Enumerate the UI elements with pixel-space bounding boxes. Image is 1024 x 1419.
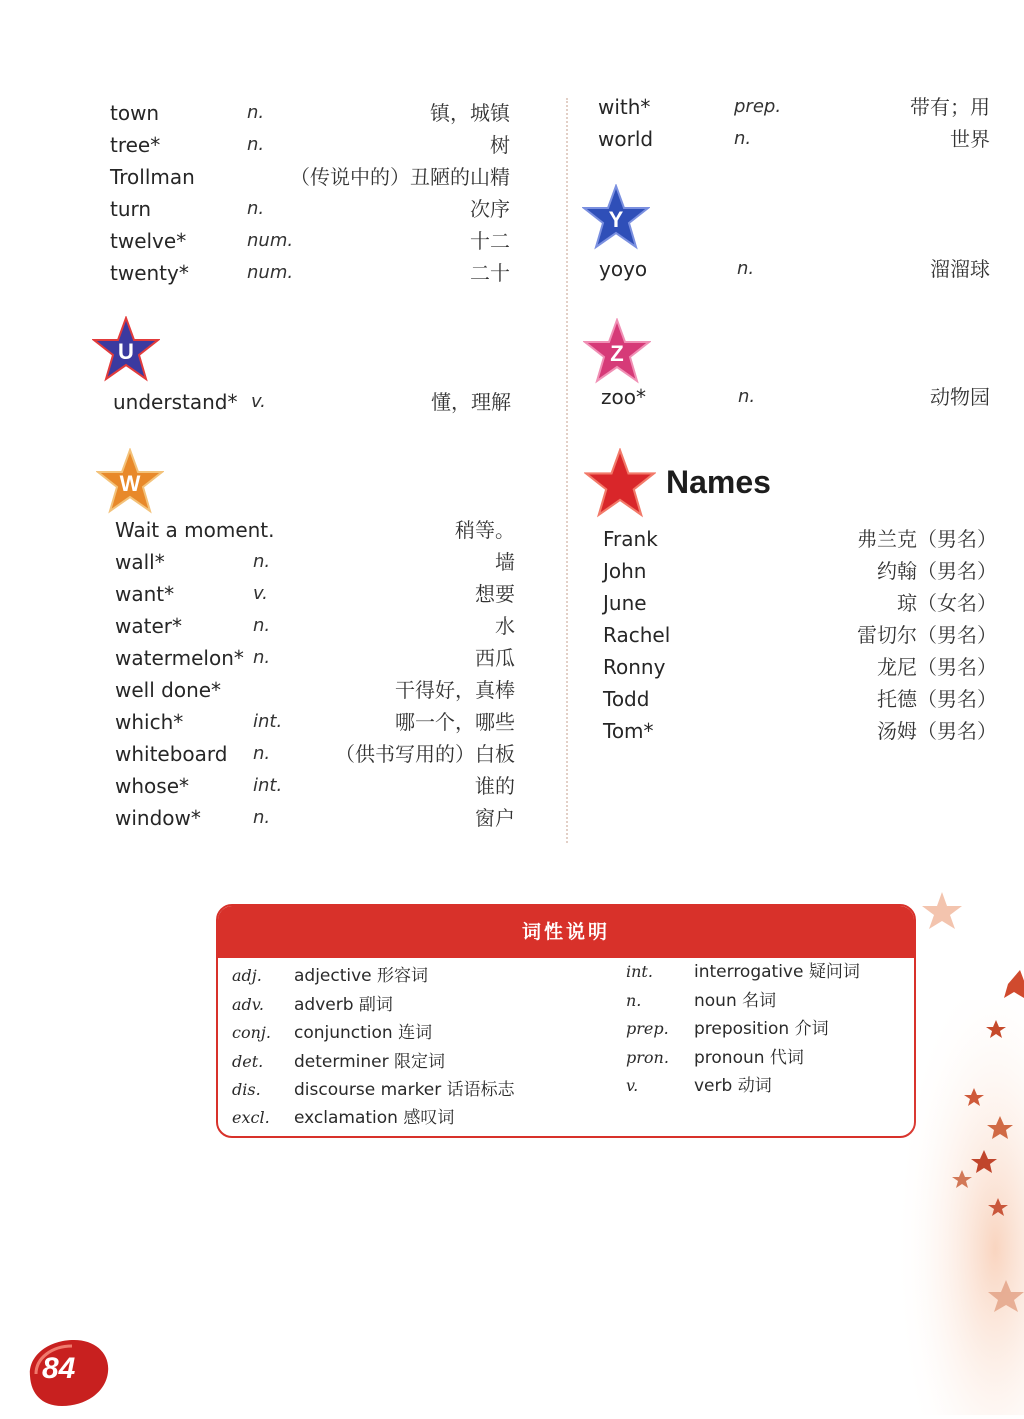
letter-z-star-icon: [583, 318, 651, 384]
legend-abbr: int.: [626, 962, 653, 981]
entry-translation: 谁的: [475, 774, 515, 798]
entry-pos: n.: [253, 551, 271, 572]
entry-translation: 水: [495, 614, 515, 638]
entry-pos: n.: [247, 134, 265, 155]
legend-full: discourse marker 话语标志: [294, 1080, 515, 1100]
entry-translation: 带有；用: [910, 95, 990, 119]
entry-translation: 世界: [950, 127, 990, 151]
name-row: [603, 715, 997, 747]
letter-y-star-icon: [582, 184, 650, 250]
entry-row: [115, 578, 515, 610]
column-divider: [566, 98, 568, 843]
legend-abbr: dis.: [232, 1080, 261, 1099]
entry-word: water*: [115, 614, 182, 638]
entry-translation: 稍等。: [455, 518, 515, 542]
entry-translation: 懂，理解: [431, 390, 511, 414]
entry-word: Wait a moment.: [115, 518, 275, 542]
name-translation: 约翰（男名）: [877, 559, 997, 583]
entry-row: [115, 674, 515, 706]
entry-row: [115, 706, 515, 738]
entry-word: window*: [115, 806, 201, 830]
entry-word: wall*: [115, 550, 165, 574]
legend-full: pronoun 代词: [694, 1048, 804, 1068]
entry-pos: n.: [247, 198, 265, 219]
name-row: [603, 651, 997, 683]
entry-word: Trollman: [110, 165, 195, 189]
entry-row: [115, 546, 515, 578]
entry-word: with*: [598, 95, 651, 119]
name-translation: 龙尼（男名）: [877, 655, 997, 679]
name-word: Todd: [603, 687, 650, 711]
entry-row: [113, 386, 511, 418]
entry-word: twenty*: [110, 261, 189, 285]
entry-row: [601, 381, 990, 413]
legend-full: adverb 副词: [294, 995, 393, 1015]
entry-row: [110, 225, 510, 257]
letter-z: Z: [610, 341, 624, 366]
name-row: [603, 587, 997, 619]
entry-row: [115, 610, 515, 642]
legend-full: interrogative 疑问词: [694, 962, 860, 982]
entry-pos: n.: [253, 615, 271, 636]
entry-translation: （供书写用的）白板: [335, 742, 515, 766]
name-translation: 雷切尔（男名）: [857, 623, 997, 647]
name-word: Frank: [603, 527, 658, 551]
letter-y: Y: [608, 207, 624, 232]
legend-full: noun 名词: [694, 991, 777, 1011]
entry-word: world: [598, 127, 654, 151]
name-row: [603, 523, 997, 555]
entry-translation: 窗户: [475, 806, 515, 830]
entry-pos: n.: [253, 647, 271, 668]
entry-translation: 墙: [495, 550, 515, 574]
name-word: Tom*: [603, 719, 654, 743]
entry-pos: n.: [738, 386, 756, 407]
entry-row: [599, 253, 990, 285]
entry-translation: 干得好，真棒: [395, 678, 515, 702]
legend-abbr: prep.: [626, 1019, 669, 1038]
entry-row: [115, 802, 515, 834]
name-word: Rachel: [603, 623, 671, 647]
entry-word: which*: [115, 710, 184, 734]
entry-word: whiteboard: [115, 742, 228, 766]
entry-row: [115, 642, 515, 674]
entry-translation: 镇，城镇: [430, 101, 510, 125]
decorative-stars: [880, 880, 1024, 1415]
entry-row: [110, 193, 510, 225]
entry-pos: n.: [734, 128, 752, 149]
entry-translation: 树: [490, 133, 510, 157]
entry-row: [598, 91, 990, 123]
entry-row: [115, 514, 515, 546]
entry-translation: 西瓜: [475, 646, 515, 670]
entry-translation: 溜溜球: [930, 257, 990, 281]
letter-w-star-icon: [96, 448, 164, 514]
entry-translation: 哪一个，哪些: [395, 710, 515, 734]
name-word: John: [603, 559, 647, 583]
pos-legend-box: [216, 904, 916, 1138]
entry-translation: 想要: [475, 582, 515, 606]
legend-full: preposition 介词: [694, 1019, 829, 1039]
name-translation: 汤姆（男名）: [877, 719, 997, 743]
legend-full: determiner 限定词: [294, 1052, 445, 1072]
star-icon: [922, 892, 962, 929]
legend-abbr: n.: [626, 991, 642, 1010]
entry-word: tree*: [110, 133, 161, 157]
entry-pos: int.: [253, 775, 283, 796]
names-star-icon: [584, 448, 656, 518]
entry-row: [110, 97, 510, 129]
legend-full: exclamation 感叹词: [294, 1108, 455, 1128]
letter-u: U: [118, 339, 134, 364]
entry-translation: 动物园: [930, 385, 990, 409]
name-word: June: [603, 591, 647, 615]
entry-translation: （传说中的）丑陋的山精: [290, 165, 510, 189]
entry-word: zoo*: [601, 385, 646, 409]
name-translation: 托德（男名）: [877, 687, 997, 711]
page-number: 84: [42, 1352, 76, 1385]
entry-pos: n.: [737, 258, 755, 279]
entry-word: turn: [110, 197, 152, 221]
entry-word: twelve*: [110, 229, 187, 253]
legend-abbr: v.: [626, 1076, 639, 1095]
name-row: [603, 555, 997, 587]
entry-word: town: [110, 101, 160, 125]
entry-pos: num.: [247, 230, 294, 251]
entry-row: [115, 770, 515, 802]
legend-title: 词性说明: [218, 906, 914, 958]
entry-translation: 十二: [470, 229, 510, 253]
entry-pos: prep.: [734, 96, 782, 117]
entry-pos: v.: [253, 583, 268, 604]
entry-row: [598, 123, 990, 155]
legend-abbr: adv.: [232, 995, 265, 1014]
legend-full: adjective 形容词: [294, 966, 429, 986]
entry-row: [110, 129, 510, 161]
entry-row: [110, 257, 510, 289]
legend-abbr: adj.: [232, 966, 262, 985]
entry-word: whose*: [115, 774, 189, 798]
entry-pos: n.: [253, 807, 271, 828]
entry-translation: 次序: [470, 197, 510, 221]
entry-pos: num.: [247, 262, 294, 283]
legend-full: verb 动词: [694, 1076, 772, 1096]
entry-word: yoyo: [599, 257, 648, 281]
entry-word: understand*: [113, 390, 238, 414]
name-row: [603, 683, 997, 715]
legend-abbr: excl.: [232, 1108, 270, 1127]
entry-word: watermelon*: [115, 646, 244, 670]
entry-pos: int.: [253, 711, 283, 732]
legend-abbr: pron.: [626, 1048, 669, 1067]
names-heading: Names: [666, 464, 771, 500]
entry-translation: 二十: [470, 261, 510, 285]
legend-abbr: det.: [232, 1052, 264, 1071]
entry-row: [115, 738, 515, 770]
name-translation: 琼（女名）: [897, 591, 997, 615]
name-word: Ronny: [603, 655, 666, 679]
entry-word: well done*: [115, 678, 222, 702]
star-icon: [1004, 970, 1024, 998]
legend-abbr: conj.: [232, 1023, 271, 1042]
entry-row: [110, 161, 510, 193]
entry-pos: n.: [253, 743, 271, 764]
letter-u-star-icon: [92, 316, 160, 382]
legend-full: conjunction 连词: [294, 1023, 433, 1043]
name-translation: 弗兰克（男名）: [857, 527, 997, 551]
letter-w: W: [119, 471, 141, 496]
name-row: [603, 619, 997, 651]
entry-pos: v.: [251, 391, 266, 412]
entry-pos: n.: [247, 102, 265, 123]
entry-word: want*: [115, 582, 175, 606]
